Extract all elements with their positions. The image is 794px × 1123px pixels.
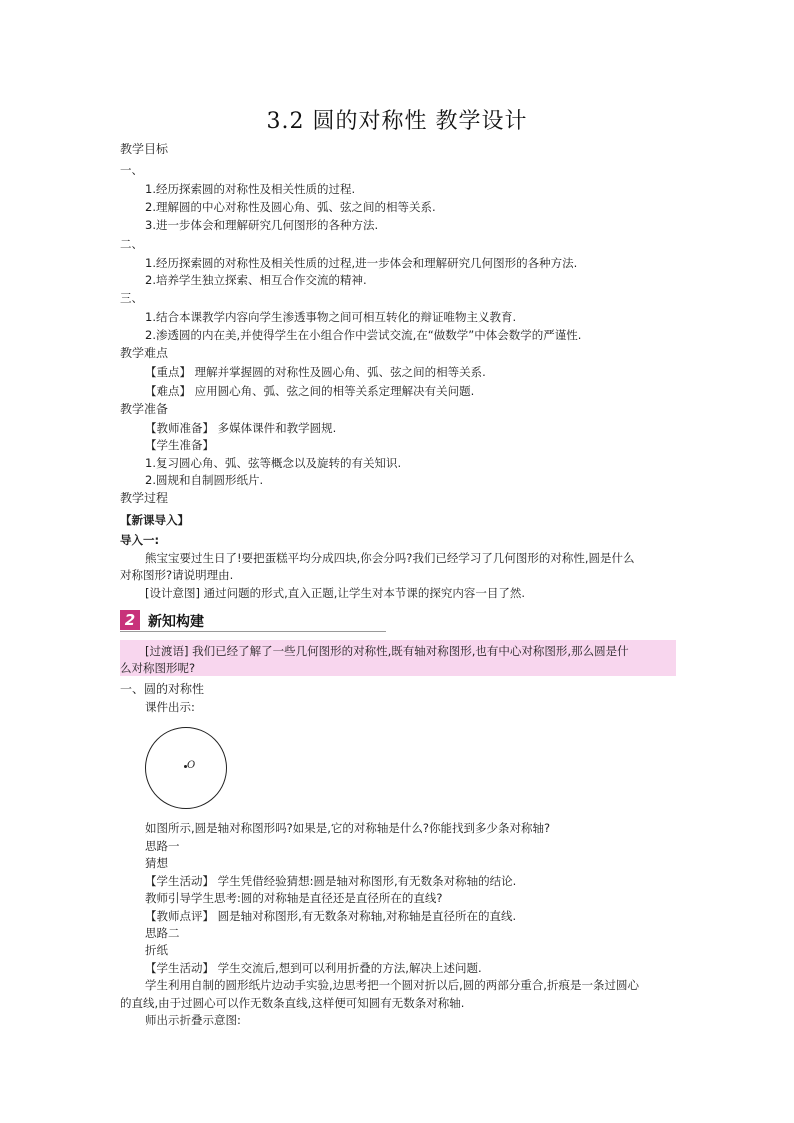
experiment-text: 的直线,由于过圆心可以作无数条直线,这样便可知圆有无数条对称轴. (120, 996, 465, 1010)
circle-figure (145, 727, 227, 809)
difficulty-hard-point: 【难点】 应用圆心角、弧、弦之间的相等关系定理解决有关问题. (145, 384, 475, 398)
goals-section-label: 二、 (120, 237, 143, 251)
experiment-text: 学生利用自制的圆形纸片边动手实验,边思考把一个圆对折以后,圆的两部分重合,折痕是一条过圆心 (145, 978, 639, 992)
transition-text: 么对称图形呢? (120, 661, 196, 675)
process-heading: 教学过程 (120, 491, 169, 505)
intro-text: 熊宝宝要过生日了!要把蛋糕平均分成四块,你会分吗?我们已经学习了几何图形的对称性,圆是什么 (145, 551, 635, 565)
intro-label: 导入一: (120, 533, 160, 547)
goals-item: 1.经历探索圆的对称性及相关性质的过程,进一步体会和理解研究几何图形的各种方法. (145, 256, 578, 270)
student-activity: 【学生活动】 学生凭借经验猜想:圆是轴对称图形,有无数条对称轴的结论. (145, 874, 517, 888)
goals-item: 2.理解圆的中心对称性及圆心角、弧、弦之间的相等关系. (145, 200, 436, 214)
difficulty-key-point: 【重点】 理解并掌握圆的对称性及圆心角、弧、弦之间的相等关系. (145, 365, 486, 379)
part-title: 一、圆的对称性 (120, 682, 205, 696)
goals-item: 1.经历探索圆的对称性及相关性质的过程. (145, 182, 356, 196)
section-number-badge: 2 (120, 610, 140, 630)
teacher-comment: 【教师点评】 圆是轴对称图形,有无数条对称轴,对称轴是直径所在的直线. (145, 909, 517, 923)
prep-heading: 教学准备 (120, 402, 169, 416)
fold-label: 折纸 (145, 943, 168, 957)
teacher-guide: 教师引导学生思考:圆的对称轴是直径还是直径所在的直线? (145, 891, 443, 905)
intro-text: 对称图形?请说明理由. (120, 568, 234, 582)
section-header (120, 609, 386, 632)
prep-teacher: 【教师准备】 多媒体课件和教学圆规. (145, 421, 337, 435)
guess-label: 猜想 (145, 856, 168, 870)
goals-item: 2.培养学生独立探索、相互合作交流的精神. (145, 273, 367, 287)
goals-section-label: 一、 (120, 163, 143, 177)
new-lesson-label: 【新课导入】 (120, 513, 189, 527)
courseware-label: 课件出示: (145, 700, 195, 714)
prep-student-item: 1.复习圆心角、弧、弦等概念以及旋转的有关知识. (145, 456, 402, 470)
idea-two-label: 思路二 (145, 926, 180, 940)
goals-item: 1.结合本课教学内容向学生渗透事物之间可相互转化的辩证唯物主义教育. (145, 310, 517, 324)
student-activity: 【学生活动】 学生交流后,想到可以利用折叠的方法,解决上述问题. (145, 961, 482, 975)
teacher-shows: 师出示折叠示意图: (145, 1013, 241, 1027)
difficulty-heading: 教学难点 (120, 346, 169, 360)
prep-student-item: 2.圆规和自制圆形纸片. (145, 473, 264, 487)
goals-heading: 教学目标 (120, 142, 169, 156)
section-title: 新知构建 (148, 614, 204, 630)
circle-center-label: O (187, 760, 196, 771)
prep-student-label: 【学生准备】 (145, 438, 214, 452)
goals-section-label: 三、 (120, 291, 143, 305)
goals-item: 2.渗透圆的内在美,并使得学生在小组合作中尝试交流,在“做数学”中体会数学的严谨性. (145, 328, 582, 342)
design-intent: [设计意图] 通过问题的形式,直入正题,让学生对本节课的探究内容一目了然. (145, 586, 526, 600)
transition-text: [过渡语] 我们已经了解了一些几何图形的对称性,既有轴对称图形,也有中心对称图形,那么圆是什 (145, 644, 629, 658)
idea-one-label: 思路一 (145, 839, 180, 853)
question-text: 如图所示,圆是轴对称图形吗?如果是,它的对称轴是什么?你能找到多少条对称轴? (145, 821, 551, 835)
document-title: 3.2 圆的对称性 教学设计 (266, 109, 528, 134)
goals-item: 3.进一步体会和理解研究几何图形的各种方法. (145, 218, 379, 232)
